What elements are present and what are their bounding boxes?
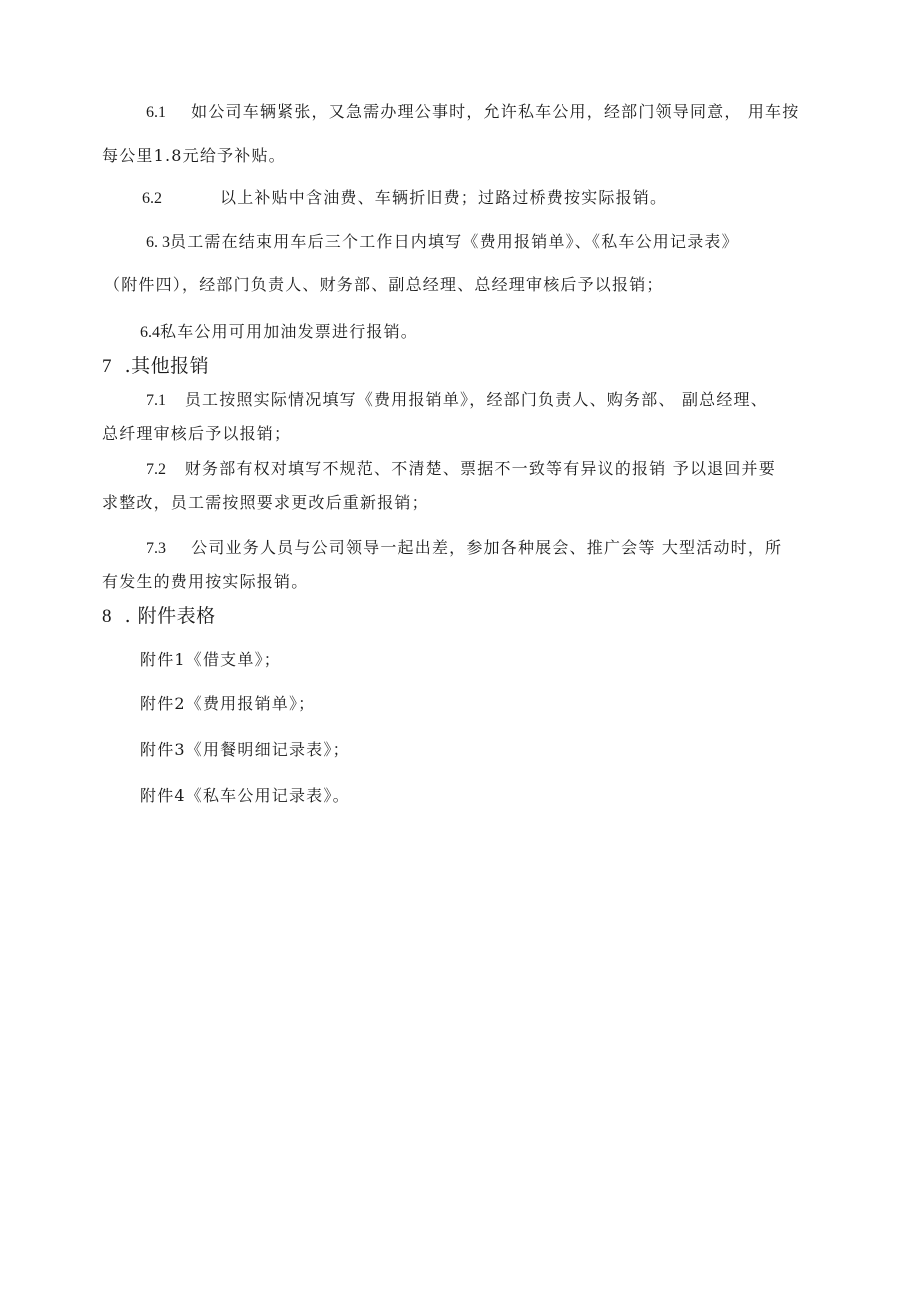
para-6-3-number: 6. 3 [146, 234, 170, 251]
para-7-3-text-1: 公司业务人员与公司领导一起出差，参加各种展会、推广会等 大型活动时，所 [191, 538, 783, 557]
para-7-2-text-1: 财务部有权对填写不规范、不清楚、票据不一致等有异议的报销 予以退回并要 [184, 459, 776, 478]
section-8-heading-number: 8 [102, 606, 112, 627]
para-7-1-text-1: 员工按照实际情况填写《费用报销单》，经部门负责人、购务部、 副总经理、 [184, 390, 768, 409]
para-7-3-number: 7.3 [146, 540, 166, 557]
para-7-1-line-1 [146, 390, 768, 411]
section-8-heading-text: . 附件表格 [124, 605, 216, 627]
para-7-2-line-1 [146, 459, 776, 480]
section-7-heading [102, 354, 209, 379]
para-6-2-number: 6.2 [142, 190, 162, 207]
para-6-3-text-1: 员工需在结束用车后三个工作日内填写《费用报销单》、《私车公用记录表》 [170, 232, 739, 251]
attachment-item-2: 附件2《费用报销单》； [140, 694, 316, 713]
para-6-3-line-2: （附件四），经部门负责人、财务部、副总经理、总经理审核后予以报销； [104, 275, 664, 294]
para-6-1-line-2: 每公里1.8元给予补贴。 [102, 146, 286, 165]
para-7-1-number: 7.1 [146, 392, 166, 409]
para-6-4 [140, 322, 418, 343]
section-8-heading [102, 604, 216, 629]
attachment-item-4: 附件4《私车公用记录表》。 [140, 786, 350, 805]
para-7-3-line-2: 有发生的费用按实际报销。 [102, 572, 309, 591]
para-6-4-number: 6.4 [140, 324, 160, 341]
para-7-2-number: 7.2 [146, 461, 166, 478]
para-6-4-text: 私车公用可用加油发票进行报销。 [160, 322, 419, 341]
para-6-1-line-1 [146, 102, 799, 123]
para-6-2 [142, 188, 667, 209]
attachment-item-1: 附件1《借支单》； [140, 650, 281, 669]
para-6-2-text: 以上补贴中含油费、车辆折旧费；过路过桥费按实际报销。 [220, 188, 668, 207]
para-7-3-line-1 [146, 538, 782, 559]
section-7-heading-number: 7 [102, 356, 112, 377]
para-7-2-line-2: 求整改，员工需按照要求更改后重新报销； [102, 493, 429, 512]
section-7-heading-text: .其他报销 [124, 355, 210, 377]
para-6-1-number: 6.1 [146, 104, 166, 121]
attachment-item-3: 附件3《用餐明细记录表》； [140, 740, 350, 759]
para-6-1-text-1: 如公司车辆紧张，又急需办理公事时，允许私车公用，经部门领导同意， 用车按 [191, 102, 800, 121]
para-7-1-line-2: 总纤理审核后予以报销； [102, 424, 292, 443]
para-6-3-line-1 [146, 232, 739, 253]
